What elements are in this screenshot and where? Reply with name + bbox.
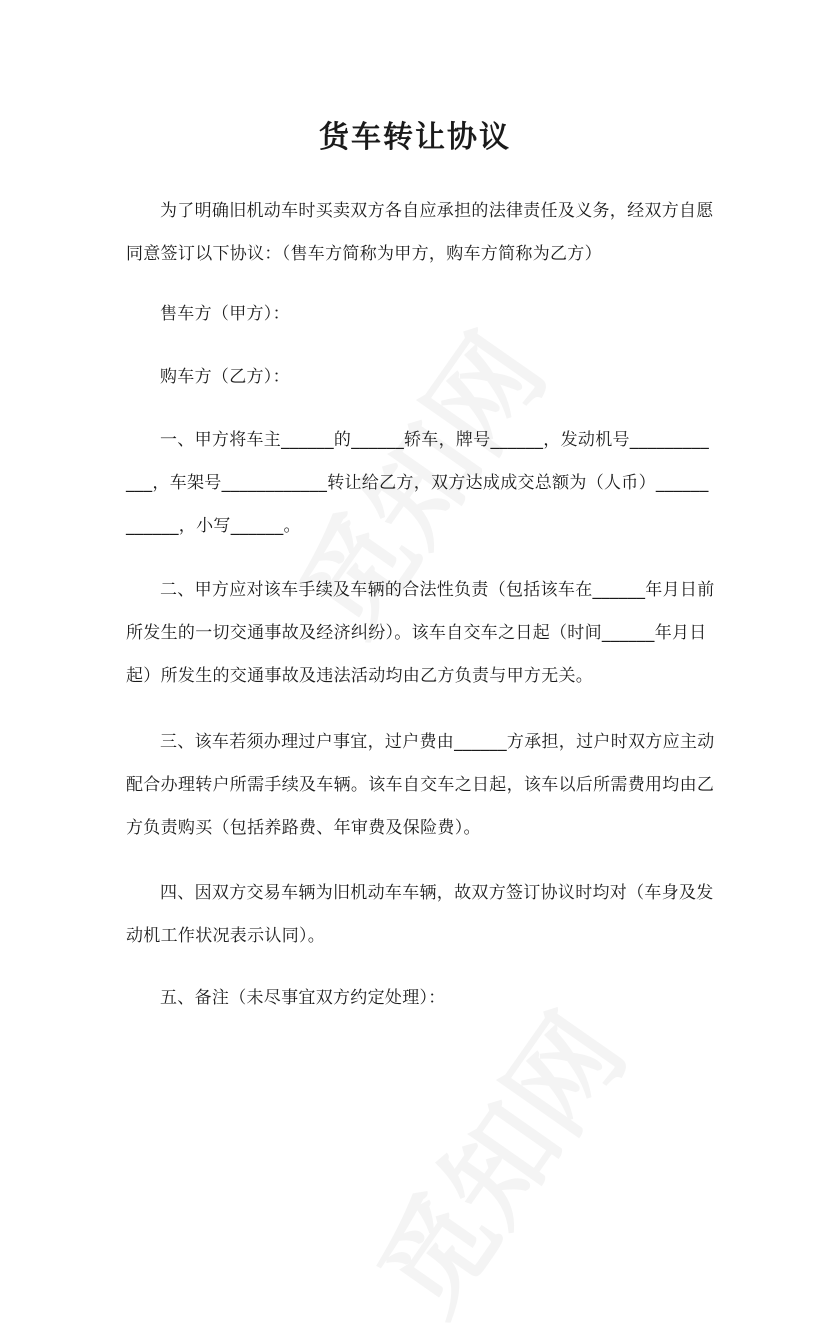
seller-line: 售车方（甲方）： [160, 304, 290, 324]
clause-1: 一、甲方将车主______的______轿车，牌号______，发动机号____________，车架号____________转让给乙方，双方达成成交总额为（人币）____________，小写______。 [126, 430, 709, 536]
intro-paragraph: 为了明确旧机动车时买卖双方各自应承担的法律责任及义务，经双方自愿同意签订以下协议：（售车方简称为甲方，购车方简称为乙方） [126, 201, 714, 264]
clause-5: 五、备注（未尽事宜双方约定处理）： [160, 988, 446, 1008]
clause-4: 四、因双方交易车辆为旧机动车车辆，故双方签订协议时均对（车身及发动机工作状况表示认同）。 [126, 883, 714, 946]
document-title: 货车转让协议 [319, 120, 511, 155]
clause-3: 三、该车若须办理过户事宜，过户费由______方承担，过户时双方应主动配合办理转户所需手续及车辆。该车自交车之日起，该车以后所需费用均由乙方负责购买（包括养路费、年审费及保险费）。 [126, 732, 715, 838]
watermark-bottom [336, 979, 655, 1339]
buyer-line: 购车方（乙方）： [160, 367, 290, 387]
clause-2: 二、甲方应对该车手续及车辆的合法性负责（包括该车在______年月日前所发生的一切交通事故及经济纠纷）。该车自交车之日起（时间______年月日起）所发生的交通事故及违法活动均由乙方负责与甲方无关。 [126, 580, 715, 686]
